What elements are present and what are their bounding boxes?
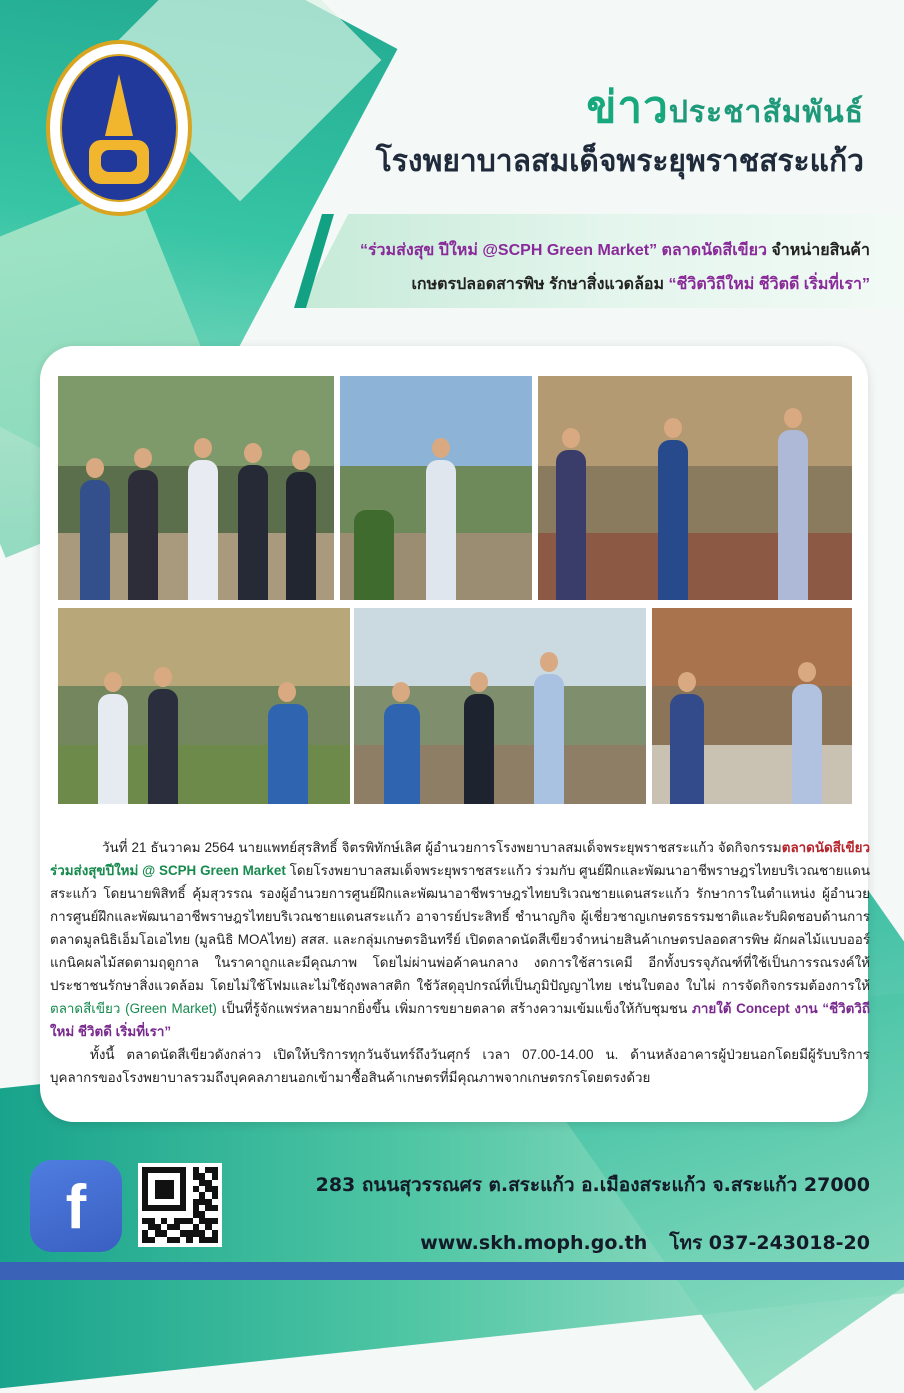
event-photo-2 xyxy=(340,376,532,600)
article-paragraph: ทั้งนี้ ตลาดนัดสีเขียวดังกล่าว เปิดให้บริการทุกวันจันทร์ถึงวันศุกร์ เวลา 07.00-14.00 น. ด้านหลังอาคารผู้ป่วยนอกโดยมีผู้รับบริการ บุคลากรของโรงพยาบาลรวมถึงบุคคลภายนอกเข้ามาซื้อสินค้าเกษตรที่มีคุณภาพจากเกษตรกรโดยตรงด้วย xyxy=(50,1047,870,1085)
event-photo-5 xyxy=(354,608,646,804)
hospital-logo xyxy=(46,40,192,216)
article-paragraph xyxy=(50,836,870,1043)
logo-spire-icon xyxy=(105,74,133,136)
headline-text: จำหน่ายสินค้า xyxy=(766,242,870,259)
highlight-event-name: ร่วมส่งสุขปีใหม่ @ SCPH Green Market xyxy=(50,863,286,878)
highlight-concept: ภายใต้ Concept งาน “ชีวิตวิถีใหม่ ชีวิตดี เริ่มที่เรา” xyxy=(50,1001,870,1039)
qr-code[interactable] xyxy=(138,1163,222,1247)
qr-code-pattern xyxy=(142,1167,218,1243)
address: 283 ถนนสุวรรณศร ต.สระแก้ว อ.เมืองสระแก้ว จ.สระแก้ว 27000 xyxy=(315,1174,870,1196)
logo-mark-icon xyxy=(89,140,149,184)
highlight-green-market: ตลาดสีเขียว (Green Market) xyxy=(50,1001,217,1016)
event-photo-3 xyxy=(538,376,852,600)
title-small: ประชาสัมพันธ์ xyxy=(668,96,864,129)
website-link[interactable]: www.skh.moph.go.th xyxy=(420,1232,648,1254)
text-run: เป็นที่รู้จักแพร่หลายมากยิ่งขึ้น เพิ่มการขยายตลาด สร้างความเข้มแข็งให้กับชุมชน xyxy=(216,1001,692,1016)
headline-event-name: “ร่วมส่งสุข ปีใหม่ @SCPH Green Market” ตลาดนัดสีเขียว xyxy=(359,242,767,259)
phone-number: โทร 037-243018-20 xyxy=(669,1232,870,1254)
title-big: ข่าว xyxy=(586,83,669,132)
headline-line-1 xyxy=(360,238,870,263)
page-title xyxy=(586,72,864,142)
headline-text: เกษตรปลอดสารพิษ รักษาสิ่งแวดล้อม xyxy=(411,276,669,293)
event-photo-1 xyxy=(58,376,334,600)
event-photo-6 xyxy=(652,608,852,804)
logo-emblem xyxy=(60,54,178,202)
hospital-name: โรงพยาบาลสมเด็จพระยุพราชสระแก้ว xyxy=(375,145,864,178)
bottom-stripe xyxy=(0,1262,904,1280)
article-body xyxy=(50,836,870,1089)
facebook-icon[interactable]: f xyxy=(30,1160,122,1252)
headline-slogan: “ชีวิตวิถีใหม่ ชีวิตดี เริ่มที่เรา” xyxy=(668,276,870,293)
text-run: โดยโรงพยาบาลสมเด็จพระยุพราชสระแก้ว ร่วมกับ ศูนย์ฝึกและพัฒนาอาชีพราษฎรไทยบริเวณชายแดนสระแก้ว โดยนายพิสิทธิ์ คุ้มสุวรรณ รองผู้อำนวยการศูนย์ฝึกและพัฒนาอาชีพราษฎรไทยบริเวณชายแดนสระแก้ว รักษาการในตำแหน่ง ผู้อำนวยการศูนย์ฝึกและพัฒนาอาชีพราษฎรไทยบริเวณชายแดนสระแก้ว อาจารย์ประสิทธิ์ ชำนาญกิจ ผู้เชี่ยวชาญเกษตรธรรมชาติและรับผิดชอบด้านการตลาดมูลนิธิเอ็มโอเอไทย (มูลนิธิ MOAไทย) สสส. และกลุ่มเกษตรอินทรีย์ เปิดตลาดนัดสีเขียวจำหน่ายสินค้าเกษตรปลอดสารพิษ ผักผลไม้แบบออร์แกนิคผลไม้สดตามฤดูกาล ในราคาถูกและมีคุณภาพ โดยไม่ผ่านพ่อค้าคนกลาง งดการใช้สารเคมี อีกทั้งบรรจุภัณฑ์ที่ใช้เป็นการรณรงค์ให้ประชาชนรักษาสิ่งแวดล้อม โดยไม่ใช้โฟมและไม่ใช้ถุงพลาสติก ใช้วัสดุอุปกรณ์ที่เป็นภูมิปัญญาไทย เช่นใบตอง ใบไผ่ การจัดกิจกรรมต้องการให้ xyxy=(50,863,871,993)
headline-line-2 xyxy=(411,272,870,297)
text-run: วันที่ 21 ธันวาคม 2564 นายแพทย์สุรสิทธิ์ จิตรพิทักษ์เลิศ ผู้อำนวยการโรงพยาบาลสมเด็จพระยุพราชสระแก้ว จัดกิจกรรม xyxy=(102,840,782,855)
highlight-market-name: ตลาดนัดสีเขียว xyxy=(781,840,870,855)
contact-line xyxy=(420,1228,870,1258)
event-photo-4 xyxy=(58,608,350,804)
